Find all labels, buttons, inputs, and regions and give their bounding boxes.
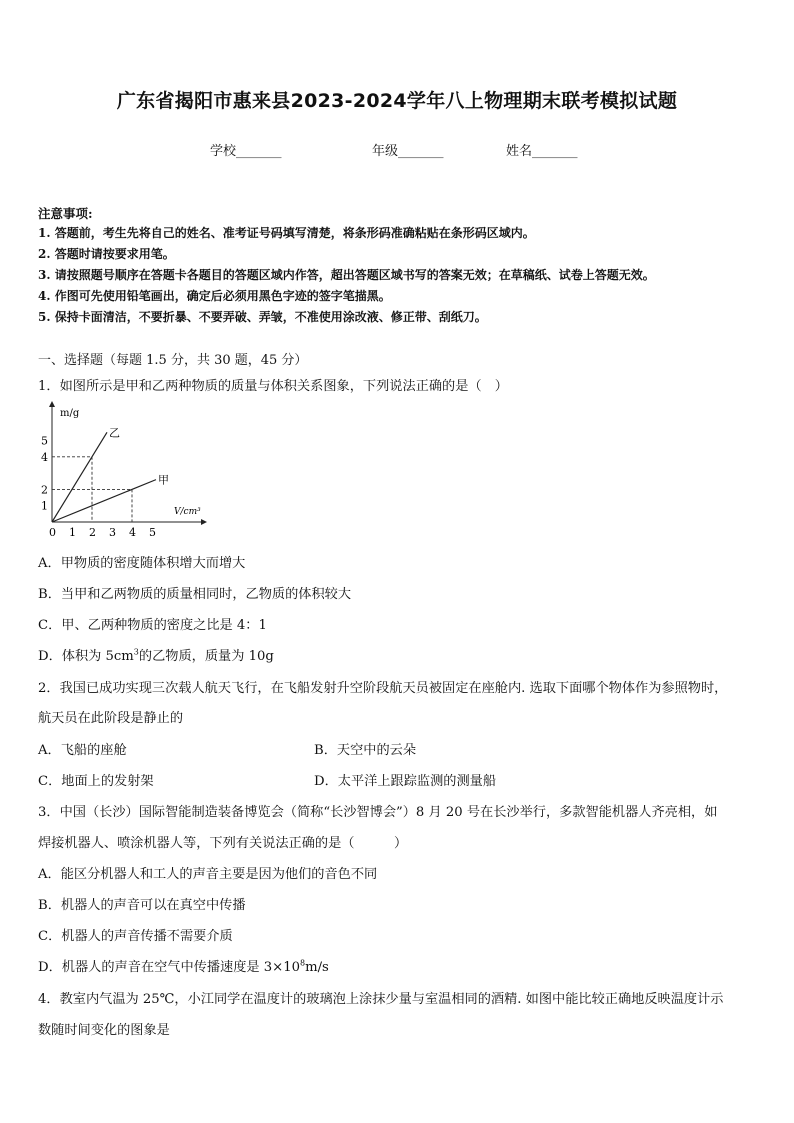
q2-option-b: B．天空中的云朵	[314, 743, 417, 758]
x-tick-label: 5	[149, 526, 156, 539]
q1-option-b: B．当甲和乙两物质的质量相同时，乙物质的体积较大	[38, 587, 352, 602]
question-3-stem-line1: 3．中国（长沙）国际智能制造装备博览会（简称“长沙智博会”）8 月 20 号在长沙举行，多款智能机器人齐亮相，如	[38, 805, 718, 820]
y-tick-label: 5	[41, 434, 48, 448]
y-tick-label: 1	[41, 499, 48, 513]
name-field: 姓名_______	[506, 144, 578, 159]
q2-option-c: C．地面上的发射架	[38, 774, 154, 789]
x-tick-label: 4	[129, 526, 136, 539]
y-tick-label: 2	[41, 483, 48, 497]
question-3-stem-line2: 焊接机器人、喷涂机器人等，下列有关说法正确的是（ ）	[38, 836, 408, 851]
x-tick-label: 0	[49, 526, 56, 539]
question-4-stem-line1: 4．教室内气温为 25℃，小江同学在温度计的玻璃泡上涂抹少量与室温相同的酒精. 如图中能比较正确地反映温度计示	[38, 992, 724, 1007]
q2-option-d: D．太平洋上跟踪监测的测量船	[314, 774, 497, 789]
question-2-stem-line1: 2．我国已成功实现三次载人航天飞行，在飞船发射升空阶段航天员被固定在座舱内. 选取下面哪个物体作为参照物时，	[38, 681, 728, 696]
q2-option-a: A．飞船的座舱	[38, 743, 127, 758]
note-item: 2. 答题时请按要求用笔。	[38, 247, 175, 261]
q3-option-b: B．机器人的声音可以在真空中传播	[38, 898, 246, 913]
q3-option-d: D．机器人的声音在空气中传播速度是 $3\times 10^8m/s$	[38, 958, 329, 975]
section-heading: 一、选择题（每题 1.5 分，共 30 题，45 分）	[38, 353, 308, 368]
question-2-stem-line2: 航天员在此阶段是静止的	[38, 711, 184, 726]
question-4-stem-line2: 数随时间变化的图象是	[38, 1023, 170, 1038]
q1-option-d: D．体积为 $5cm^3$的乙物质，质量为 10g	[38, 647, 274, 664]
series-line	[52, 480, 156, 522]
x-axis-label: V/cm³	[174, 507, 201, 517]
note-item: 1. 答题前，考生先将自己的姓名、准考证号码填写清楚，将条形码准确粘贴在条形码区域内。	[38, 226, 535, 240]
note-item: 5. 保持卡面清洁，不要折暴、不要弄破、弄皱，不准使用涂改液、修正带、刮纸刀。	[38, 310, 487, 324]
q1-option-a: A．甲物质的密度随体积增大而增大	[38, 556, 246, 571]
notes-heading: 注意事项:	[38, 206, 93, 221]
note-item: 4. 作图可先使用铅笔画出，确定后必须用黑色字迹的签字笔描黑。	[38, 289, 391, 303]
series-line	[52, 432, 107, 522]
school-field: 学校_______	[210, 144, 282, 159]
q1-option-c: C．甲、乙两种物质的密度之比是 4：1	[38, 618, 267, 633]
q3-option-a: A．能区分机器人和工人的声音主要是因为他们的音色不同	[38, 867, 378, 882]
series-label: 乙	[109, 426, 120, 440]
mass-volume-chart	[38, 398, 218, 544]
series-label: 甲	[158, 473, 169, 487]
note-item: 3. 请按照题号顺序在答题卡各题目的答题区域内作答，超出答题区域书写的答案无效；在草稿纸、试卷上答题无效。	[38, 268, 655, 282]
y-axis-label: m/g	[60, 408, 80, 419]
x-tick-label: 3	[109, 526, 116, 539]
q3-option-c: C．机器人的声音传播不需要介质	[38, 929, 233, 944]
y-tick-label: 4	[41, 450, 48, 464]
page-title: 广东省揭阳市惠来县2023-2024学年八上物理期末联考模拟试题	[116, 90, 678, 112]
x-tick-label: 1	[69, 526, 76, 539]
x-tick-label: 2	[89, 526, 96, 539]
grade-field: 年级_______	[372, 144, 444, 159]
chart-svg	[38, 398, 218, 544]
question-1-stem: 1．如图所示是甲和乙两种物质的质量与体积关系图象，下列说法正确的是（ ）	[38, 379, 508, 394]
